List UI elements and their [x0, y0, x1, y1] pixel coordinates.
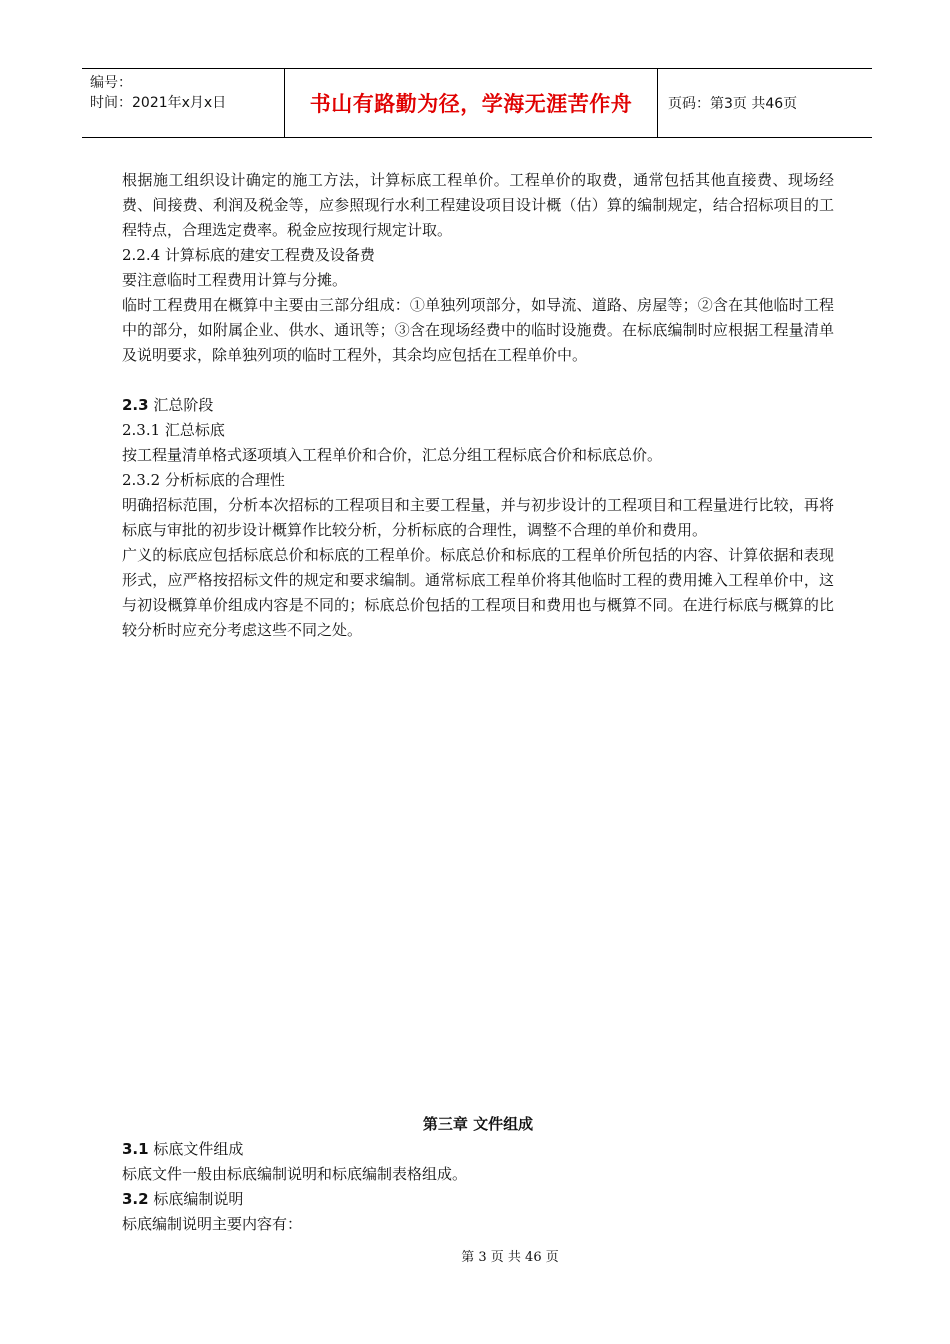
- section-title: 标底编制说明: [148, 1190, 244, 1208]
- section-heading-3-1: [122, 1137, 834, 1162]
- chapter-title: 第三章 文件组成: [422, 1115, 534, 1133]
- section-heading-2-3-1: 2.3.1 汇总标底: [122, 421, 225, 439]
- paragraph: 广义的标底应包括标底总价和标底的工程单价。标底总价和标底的工程单价所包括的内容、计算依据和表现形式，应严格按招标文件的规定和要求编制。通常标底工程单价将其他临时工程的费用摊入工程单价中，这与初设概算单价组成内容是不同的；标底总价包括的工程项目和费用也与概算不同。在进行标底与概算的比较分析时应充分考虑这些不同之处。: [122, 546, 834, 639]
- paragraph: 按工程量清单格式逐项填入工程单价和合价，汇总分组工程标底合价和标底总价。: [122, 446, 663, 464]
- paragraph: 标底文件一般由标底编制说明和标底编制表格组成。: [122, 1165, 468, 1183]
- section-heading-2-3: [122, 393, 834, 418]
- main-content: [122, 168, 834, 643]
- paragraph: 临时工程费用在概算中主要由三部分组成：①单独列项部分，如导流、道路、房屋等；②含在其他临时工程中的部分，如附属企业、供水、通讯等；③含在现场经费中的临时设施费。在标底编制时应根据工程量清单及说明要求，除单独列项的临时工程外，其余均应包括在工程单价中。: [122, 296, 834, 364]
- document-date: 时间：2021年x月x日: [90, 95, 227, 111]
- section-number: 2.3: [122, 396, 149, 414]
- section-heading-3-2: [122, 1187, 834, 1212]
- section-title: 标底文件组成: [148, 1140, 244, 1158]
- header-page-number: 页码：第3页 共46页: [668, 96, 798, 112]
- page-header: [82, 68, 872, 138]
- paragraph: 根据施工组织设计确定的施工方法，计算标底工程单价。工程单价的取费，通常包括其他直接费、现场经费、间接费、利润及税金等，应参照现行水利工程建设项目设计概（估）算的编制规定，结合招标项目的工程特点，合理选定费率。税金应按现行规定计取。: [122, 171, 834, 239]
- section-heading-2-2-4: 2.2.4 计算标底的建安工程费及设备费: [122, 246, 375, 264]
- document-number: 编号：: [90, 75, 132, 91]
- section-heading-2-3-2: 2.3.2 分析标底的合理性: [122, 471, 285, 489]
- chapter-section: [122, 1112, 834, 1237]
- paragraph: 明确招标范围，分析本次招标的工程项目和主要工程量，并与初步设计的工程项目和工程量进行比较，再将标底与审批的初步设计概算作比较分析，分析标底的合理性，调整不合理的单价和费用。: [122, 496, 834, 539]
- blank-line: [122, 368, 834, 393]
- section-number: 3.1: [122, 1140, 149, 1158]
- page-footer: 第 3 页 共 46 页: [461, 1250, 559, 1265]
- header-motto: 书山有路勤为径，学海无涯苦作舟: [285, 69, 658, 137]
- section-number: 3.2: [122, 1190, 149, 1208]
- section-title: 汇总阶段: [148, 396, 214, 414]
- paragraph: 要注意临时工程费用计算与分摊。: [122, 271, 348, 289]
- paragraph: 标底编制说明主要内容有：: [122, 1215, 303, 1233]
- header-meta: [82, 69, 285, 137]
